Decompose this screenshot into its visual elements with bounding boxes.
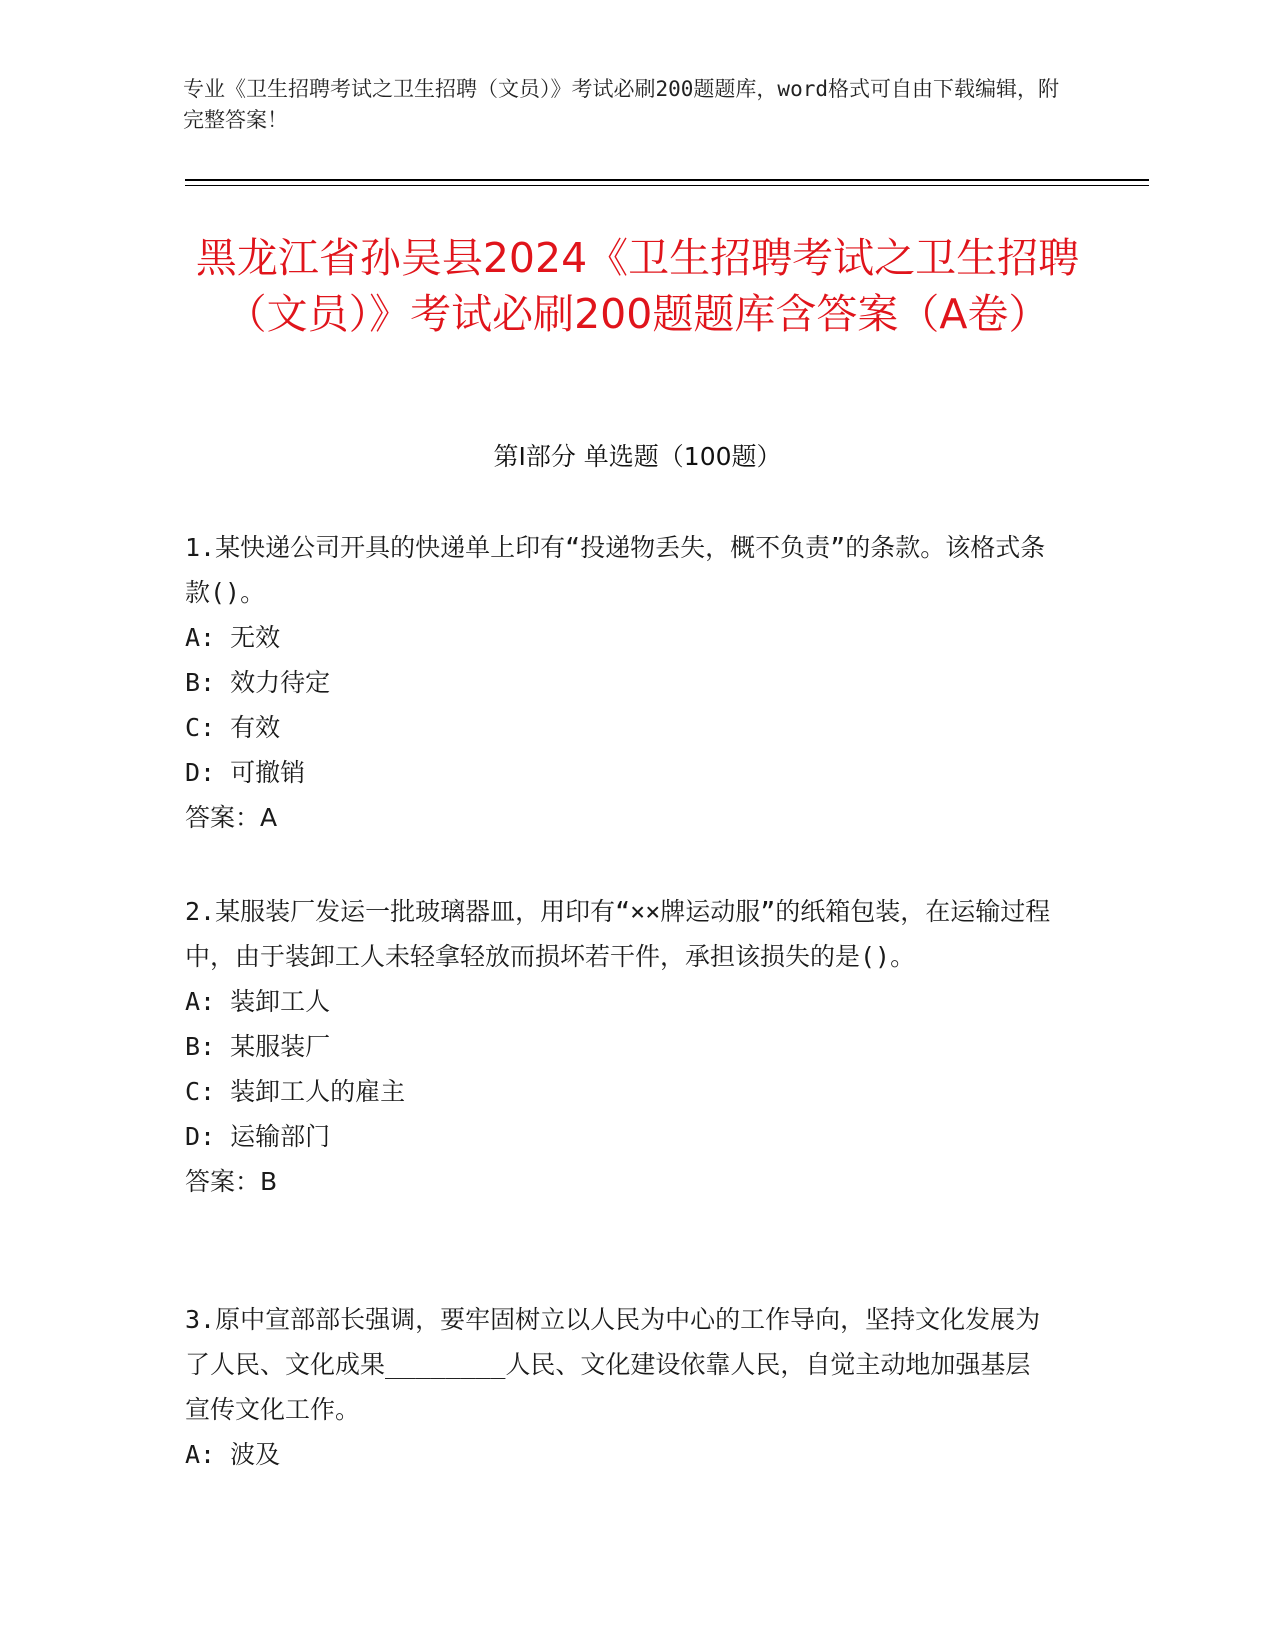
question-3 (185, 1297, 1055, 1477)
question-stem: 3.原中宣部部长强调，要牢固树立以人民为中心的工作导向，坚持文化发展为了人民、文化成果________人民、文化建设依靠人民，自觉主动地加强基层宣传文化工作。 (185, 1305, 1041, 1424)
answer: 答案：A (185, 803, 278, 832)
header-divider-thin (185, 185, 1149, 186)
header-note: 专业《卫生招聘考试之卫生招聘（文员）》考试必刷200题题库，word格式可自由下载编辑，附完整答案！ (183, 77, 1059, 132)
option-d: D: 可撤销 (185, 758, 306, 787)
question-stem: 1.某快递公司开具的快递单上印有“投递物丢失，概不负责”的条款。该格式条款()。 (185, 533, 1046, 607)
section-heading: 第I部分 单选题（100题） (493, 442, 782, 471)
option-b: B: 某服装厂 (185, 1032, 331, 1061)
option-a: A: 无效 (185, 623, 281, 652)
question-2 (185, 889, 1055, 1204)
option-b: B: 效力待定 (185, 668, 331, 697)
option-d: D: 运输部门 (185, 1122, 331, 1151)
option-c: C: 有效 (185, 713, 281, 742)
option-c: C: 装卸工人的雇主 (185, 1077, 406, 1106)
answer: 答案：B (185, 1167, 278, 1196)
question-1 (185, 525, 1055, 840)
document-title: 黑龙江省孙吴县2024《卫生招聘考试之卫生招聘（文员）》考试必刷200题题库含答案（A卷） (195, 234, 1080, 338)
option-a: A: 波及 (185, 1440, 281, 1469)
header-divider (185, 179, 1149, 181)
question-stem: 2.某服装厂发运一批玻璃器皿，用印有“××牌运动服”的纸箱包装，在运输过程中，由于装卸工人未轻拿轻放而损坏若干件，承担该损失的是()。 (185, 897, 1051, 971)
option-a: A: 装卸工人 (185, 987, 331, 1016)
